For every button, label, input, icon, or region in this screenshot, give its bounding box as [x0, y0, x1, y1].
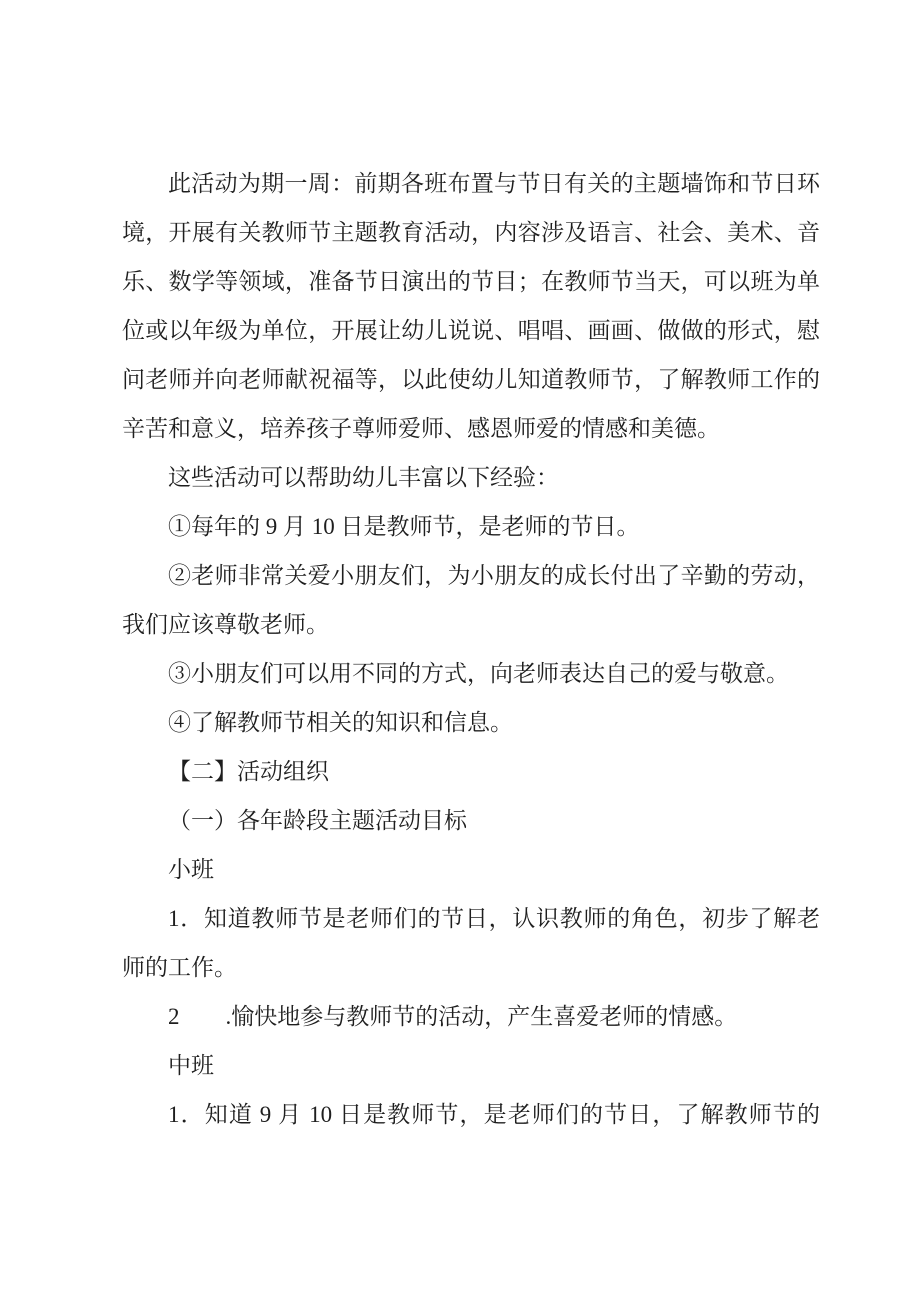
text-line: （一）各年龄段主题活动目标 [168, 808, 467, 833]
text-line: 这些活动可以帮助幼儿丰富以下经验： [168, 465, 559, 490]
text-line: 小班 [168, 857, 214, 882]
text-line: 位或以年级为单位，开展让幼儿说说、唱唱、画画、做做的形式，慰 [122, 318, 820, 343]
text-line: 1．知道 9 月 10 日是教师节，是老师们的节日，了解教师节的 [168, 1102, 820, 1127]
text-line: ①每年的 9 月 10 日是教师节，是老师的节日。 [168, 514, 640, 539]
text-line: 境，开展有关教师节主题教育活动，内容涉及语言、社会、美术、音 [122, 220, 820, 245]
text-line: 中班 [168, 1053, 214, 1078]
text-line: 乐、数学等领域，准备节日演出的节目；在教师节当天，可以班为单 [122, 269, 820, 294]
text-line: 此活动为期一周：前期各班布置与节日有关的主题墙饰和节日环 [168, 171, 820, 196]
text-line: 师的工作。 [122, 955, 237, 980]
document-text-block [122, 159, 820, 1139]
text-line: 【二】活动组织 [168, 759, 329, 784]
text-line: ③小朋友们可以用不同的方式，向老师表达自己的爱与敬意。 [168, 661, 789, 686]
text-line: ②老师非常关爱小朋友们，为小朋友的成长付出了辛勤的劳动， [168, 563, 820, 588]
text-line: 问老师并向老师献祝福等，以此使幼儿知道教师节，了解教师工作的 [122, 367, 820, 392]
text-line: 辛苦和意义，培养孩子尊师爱师、感恩师爱的情感和美德。 [122, 416, 720, 441]
text-line: ④了解教师节相关的知识和信息。 [168, 710, 513, 735]
text-line: 2 .愉快地参与教师节的活动，产生喜爱老师的情感。 [168, 1004, 738, 1029]
text-line: 我们应该尊敬老师。 [122, 612, 329, 637]
text-line: 1．知道教师节是老师们的节日，认识教师的角色，初步了解老 [168, 906, 820, 931]
